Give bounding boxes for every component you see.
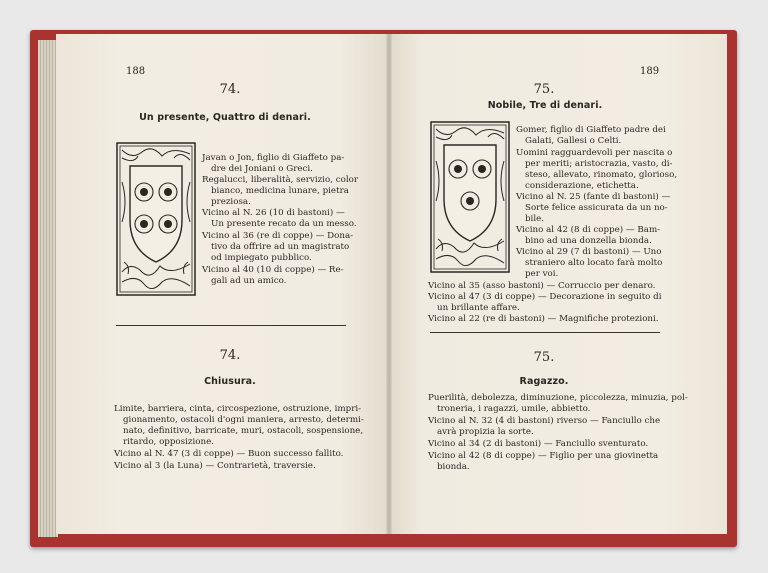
card-text-line: avrà propizia la sorte. [437, 427, 534, 437]
card-title: Nobile, Tre di denari. [487, 100, 603, 111]
card-text-line: preziosa. [211, 197, 251, 207]
card-title: Un presente, Quattro di denari. [139, 112, 311, 123]
page-number-right: 189 [640, 66, 660, 77]
card-text-line: ritardo, opposizione. [123, 437, 214, 447]
card-text-line: Regalucci, liberalità, servizio, color [202, 175, 358, 185]
page-edges [38, 40, 58, 537]
card-text-line: Vicino al 47 (3 di coppe) — Decorazione in seguito di [428, 292, 662, 302]
card-text-line: Vicino al 40 (10 di coppe) — Re- [202, 265, 344, 275]
card-text-line: dre dei Joniani o Greci. [211, 164, 313, 174]
card-text-line: Vicino al 34 (2 di bastoni) — Fanciullo sventurato. [428, 439, 649, 449]
card-text-line: bile. [525, 214, 545, 224]
book-gutter [386, 34, 392, 534]
card-text-line: Limite, barriera, cinta, circospezione, ostruzione, impri- [114, 404, 362, 414]
card-text-line: bianco, medicina lunare, pietra [211, 186, 349, 196]
card-text-line: Vicino al N. 32 (4 di bastoni) riverso — Fanciullo che [428, 416, 661, 426]
card-text-line: Vicino al N. 25 (fante di bastoni) — [516, 192, 671, 202]
coat-of-arms-four-coins-icon [116, 142, 196, 296]
card-text-line: Vicino al 42 (8 di coppe) — Figlio per una giovinetta [428, 451, 659, 461]
card-text-line: Vicino al 29 (7 di bastoni) — Uno [516, 247, 662, 257]
card-text-line: Un presente recato da un messo. [211, 219, 357, 229]
card-text-line: Vicino al 36 (re di coppe) — Dona- [202, 231, 354, 241]
card-number: 74. [219, 82, 241, 97]
card-text-line: Vicino al 42 (8 di coppe) — Bam- [516, 225, 661, 235]
card-number: 75. [533, 82, 555, 97]
card-text-line: Vicino al N. 26 (10 di bastoni) — [202, 208, 345, 218]
card-text-line: Gomer, figlio di Giaffeto padre dei [516, 125, 666, 135]
card-text-line: bionda. [437, 462, 470, 472]
card-text-line: per meriti; aristocrazia, vasto, di- [525, 159, 673, 169]
card-text-line: straniero alto locato farà molto [525, 258, 663, 268]
section-divider [430, 332, 660, 333]
card-text-line: Sorte felice assicurata da un no- [525, 203, 668, 213]
card-number: 74. [219, 348, 241, 363]
card-text-line: Galati, Gallesi o Celti. [525, 136, 622, 146]
card-text-line: steso, allevato, rinomato, glorioso, [525, 170, 678, 180]
coat-of-arms-three-coins-icon [430, 121, 510, 273]
card-text-line: Javan o Jon, figlio di Giaffeto pa- [202, 153, 345, 163]
page-number-left: 188 [126, 66, 146, 77]
card-text-line: nato, definitivo, barricate, muri, ostacoli, sospensione, [123, 426, 364, 436]
card-title: Chiusura. [204, 376, 256, 387]
card-text-line: gionamento, ostacoli d'ogni maniera, arresto, determi- [123, 415, 364, 425]
card-text-line: Puerilità, debolezza, diminuzione, piccolezza, minuzia, pol- [428, 393, 688, 403]
card-text-line: bino ad una donzella bionda. [525, 236, 652, 246]
card-number: 75. [533, 350, 555, 365]
card-text-line: considerazione, etichetta. [525, 181, 639, 191]
card-text-line: Vicino al 3 (la Luna) — Contrarietà, traversie. [114, 461, 316, 471]
card-title: Ragazzo. [519, 376, 569, 387]
card-text-line: Uomini ragguardevoli per nascita o [516, 148, 673, 158]
card-text-line: tivo da offrire ad un magistrato [211, 242, 350, 252]
card-text-line: Vicino al 22 (re di bastoni) — Magnifiche protezioni. [428, 314, 659, 324]
card-text-line: un brillante affare. [437, 303, 520, 313]
section-divider [116, 325, 346, 326]
card-text-line: troneria, i ragazzi, umile, abbietto. [437, 404, 591, 414]
card-text-line: per voi. [525, 269, 559, 279]
card-text-line: gali ad un amico. [211, 276, 287, 286]
card-text-line: Vicino al N. 47 (3 di coppe) — Buon successo fallito. [114, 449, 344, 459]
card-text-line: Vicino al 35 (asso bastoni) — Corruccio per denaro. [428, 281, 656, 291]
card-text-line: od impiegato pubblico. [211, 253, 312, 263]
